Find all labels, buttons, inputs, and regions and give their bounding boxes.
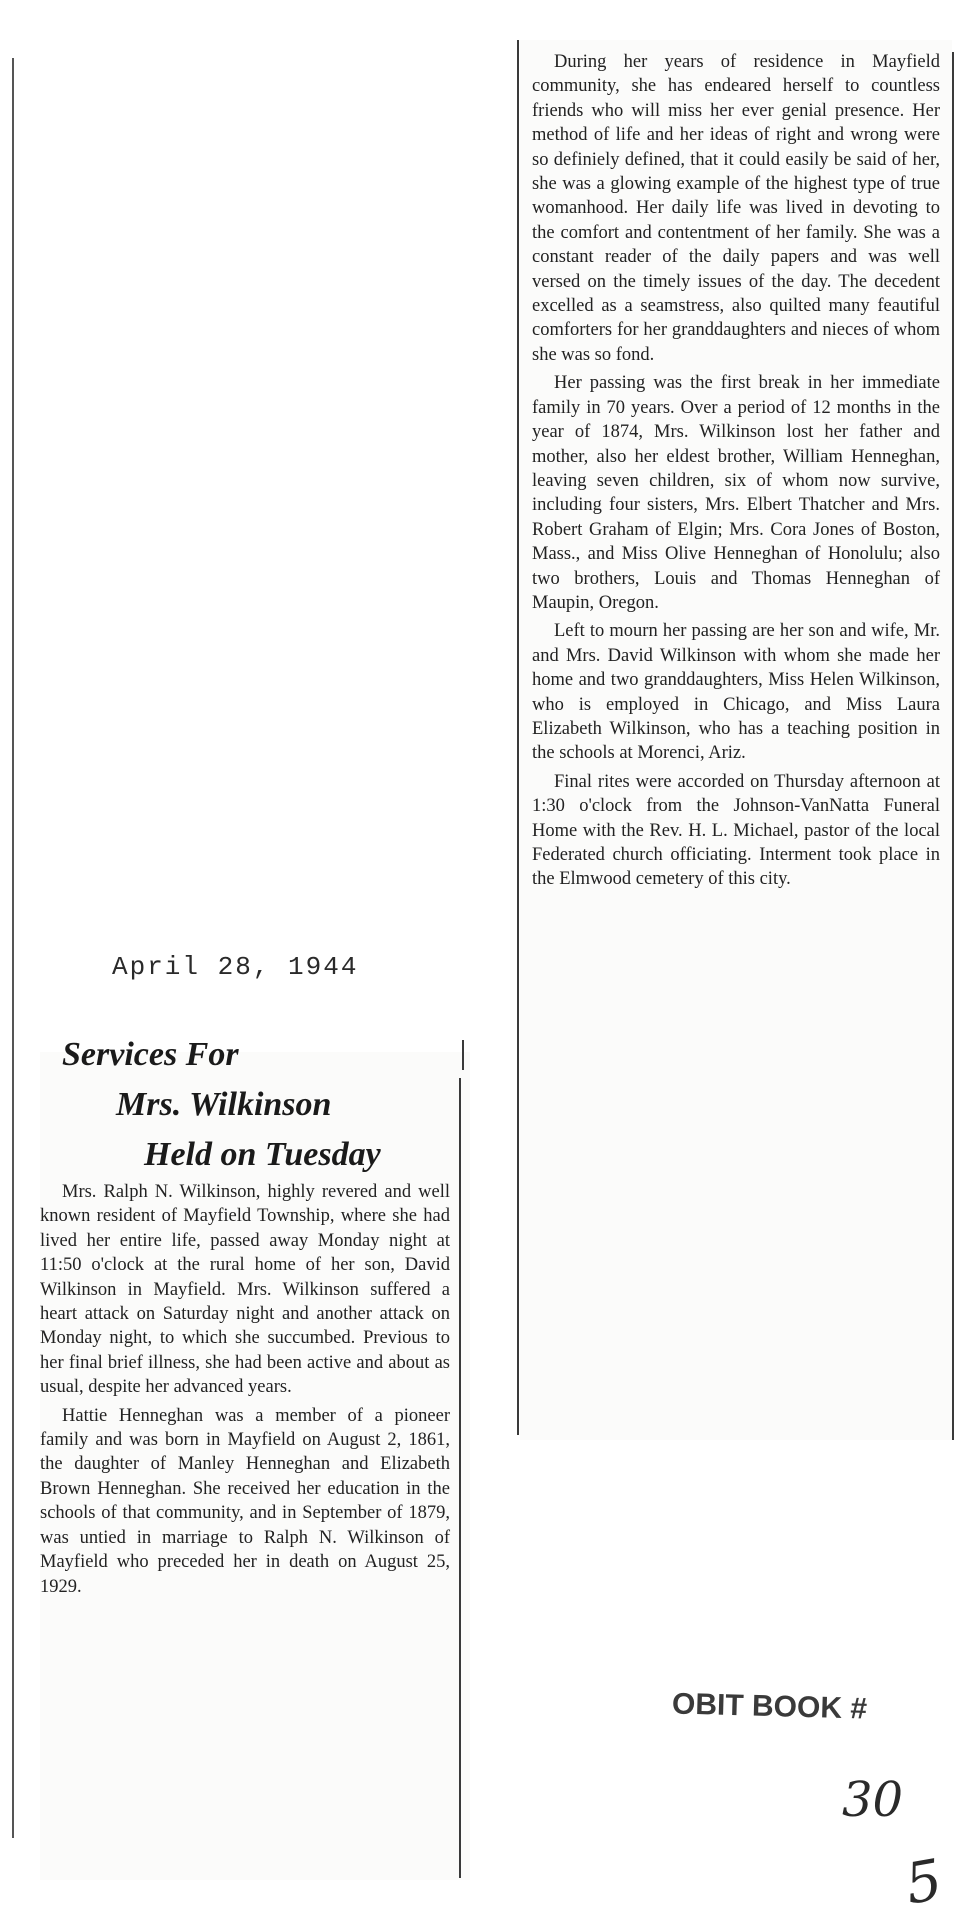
left-article-column xyxy=(40,1180,450,1599)
right-clipping-left-rule xyxy=(517,40,519,1435)
left-clipping-right-rule xyxy=(459,1078,461,1878)
left-edge-rule xyxy=(12,58,14,1838)
headline-line-3: Held on Tuesday xyxy=(144,1136,381,1173)
right-clipping-right-rule xyxy=(952,52,954,1440)
article-paragraph: During her years of residence in Mayfield community, she has endeared herself to countless friends who will miss her ever genial presence. Her method of life and her ideas of right and wrong were so definiely defined, that it could easily be said of her, she was a glowing example of the highest type of true womanhood. Her daily life was lived in devoting to the comfort and contentment of her family. She was a constant reader of the daily papers and was well versed on the timely issues of the day. The decedent excelled as a seamstress, also quilted many feautiful comforters for her granddaughters and nieces of whom she was so fond. xyxy=(532,52,940,365)
headline-line-1: Services For xyxy=(62,1036,239,1073)
left-clipping-top-rule xyxy=(462,1040,464,1070)
headline-line-2: Mrs. Wilkinson xyxy=(116,1086,332,1123)
article-paragraph: Mrs. Ralph N. Wilkinson, highly revered and well known resident of Mayfield Township, where she had lived her entire life, passed away Monday night at 11:50 o'clock at the rural home of her son, David Wilkinson in Mayfield. Mrs. Wilkinson suffered a heart attack on Saturday night and another attack on Monday night, to which she succumbed. Previous to her final brief illness, she had been active and about as usual, despite her advanced years. xyxy=(40,1182,450,1398)
article-paragraph: Left to mourn her passing are her son and wife, Mr. and Mrs. David Wilkinson with whom she made her home and two granddaughters, Miss Helen Wilkinson, who is employed in Chicago, and Miss Laura Elizabeth Wilkinson, who has a teaching position in the schools at Morenci, Ariz. xyxy=(532,621,940,764)
handwritten-number: 30 xyxy=(842,1772,904,1828)
article-paragraph: Her passing was the first break in her immediate family in 70 years. Over a period of 12 months in the year of 1874, Mrs. Wilkinson lost her father and mother, also her eldest brother, William Henneghan, leaving seven children, six of whom now survive, including four sisters, Mrs. Elbert Thatcher and Mrs. Robert Graham of Elgin; Mrs. Cora Jones of Boston, Mass., and Miss Olive Henneghan of Honolulu; also two brothers, Louis and Thomas Henneghan of Maupin, Oregon. xyxy=(532,373,940,613)
obit-book-stamp: OBIT BOOK # xyxy=(671,1687,868,1726)
right-article-column xyxy=(532,50,940,892)
article-paragraph: Final rites were accorded on Thursday afternoon at 1:30 o'clock from the Johnson-VanNatta Funeral Home with the Rev. H. L. Michael, pastor of the local Federated church officiating. Interment took place in the Elmwood cemetery of this city. xyxy=(532,771,940,890)
date-stamp: April 28, 1944 xyxy=(112,952,359,982)
handwritten-mark: 5 xyxy=(900,1847,948,1918)
article-paragraph: Hattie Henneghan was a member of a pioneer family and was born in Mayfield on August 2, 1861, the daughter of Manley Henneghan and Elizabeth Brown Henneghan. She received her education in the schools of that community, and in September of 1879, was untied in marriage to Ralph N. Wilkinson of Mayfield who preceded her in death on August 25, 1929. xyxy=(40,1405,450,1597)
